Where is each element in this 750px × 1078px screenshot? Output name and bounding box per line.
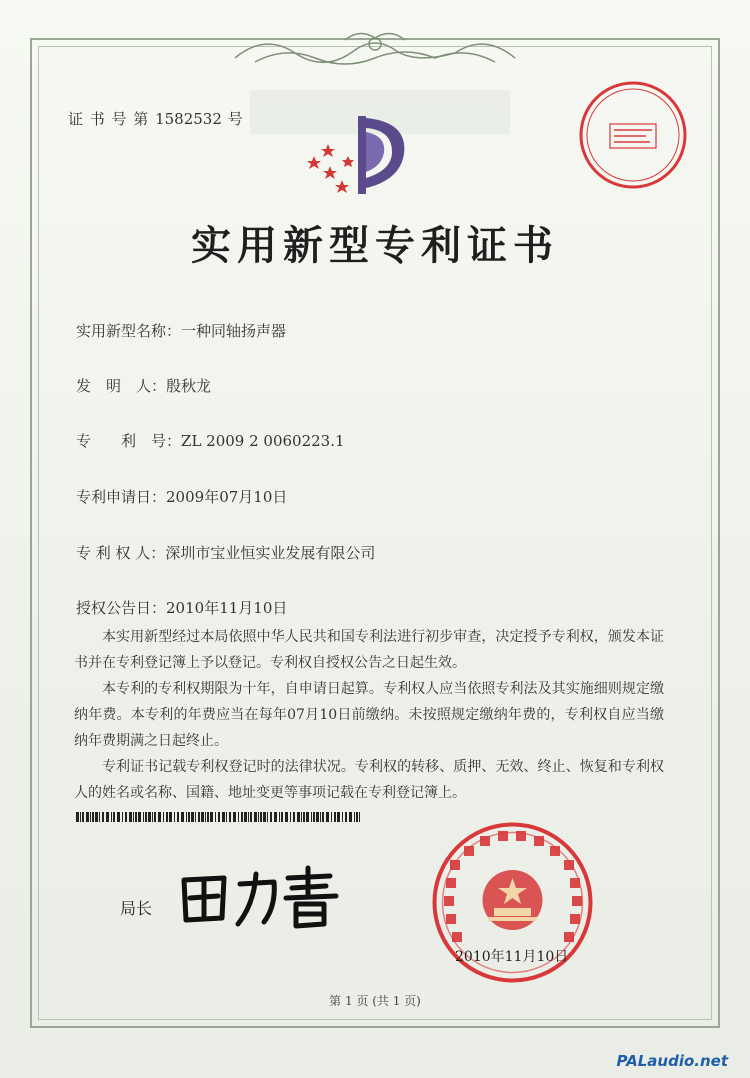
field-value: 2009年07月10日 [166,488,288,506]
field-grant-date [76,597,287,618]
field-application-date [76,486,287,507]
certificate-body [74,624,664,806]
certificate-number-label: 证 书 号 第 [68,110,150,128]
body-paragraph-1: 本实用新型经过本局依照中华人民共和国专利法进行初步审查，决定授予专利权，颁发本证书并在专利登记簿上予以登记。专利权自授权公告之日起生效。 [74,629,664,671]
field-label: 发 明 人： [76,377,167,395]
field-label: 授权公告日： [76,599,167,617]
field-value: 2010年11月10日 [166,599,288,617]
site-watermark: PALaudio.net [616,1052,728,1070]
top-ornament [225,28,525,78]
field-label: 专 利 权 人： [76,544,166,562]
field-value: 殷秋龙 [166,377,212,395]
field-value: 深圳市宝业恒实业发展有限公司 [165,544,376,562]
field-patent-number [76,430,345,451]
certificate-number-value: 1582532 [155,110,222,128]
body-paragraph-2: 本专利的专利权期限为十年，自申请日起算。专利权人应当依照专利法及其实施细则规定缴纳年费。本专利的年费应当在每年07月10日前缴纳。未按照规定缴纳年费的，专利权自应当缴纳年费期满之日起终止。 [74,681,664,749]
field-value: ZL 2009 2 0060223.1 [181,432,345,450]
certificate-number-suffix: 号 [227,110,244,128]
field-label: 专 利 号： [76,432,182,450]
tax-stamp-seal [576,78,690,192]
issue-date: 2010年11月10日 [455,949,569,965]
field-inventor [76,375,211,396]
barcode [76,812,360,822]
certificate-number [68,108,244,129]
director-label: 局长 [120,899,153,918]
field-label: 实用新型名称： [76,322,182,340]
field-value: 一种同轴扬声器 [181,322,287,340]
director-signature [170,862,345,932]
field-label: 专利申请日： [76,488,167,506]
field-patentee [76,542,375,563]
body-paragraph-3: 专利证书记载专利权登记时的法律状况。专利权的转移、质押、无效、终止、恢复和专利权人的姓名或名称、国籍、地址变更等事项记载在专利登记簿上。 [74,759,664,801]
page-footer: 第 1 页 (共 1 页) [329,994,421,1008]
field-utility-model-name [76,320,286,341]
certificate-title: 实用新型专利证书 [191,222,559,269]
patent-office-logo-icon [300,108,420,198]
